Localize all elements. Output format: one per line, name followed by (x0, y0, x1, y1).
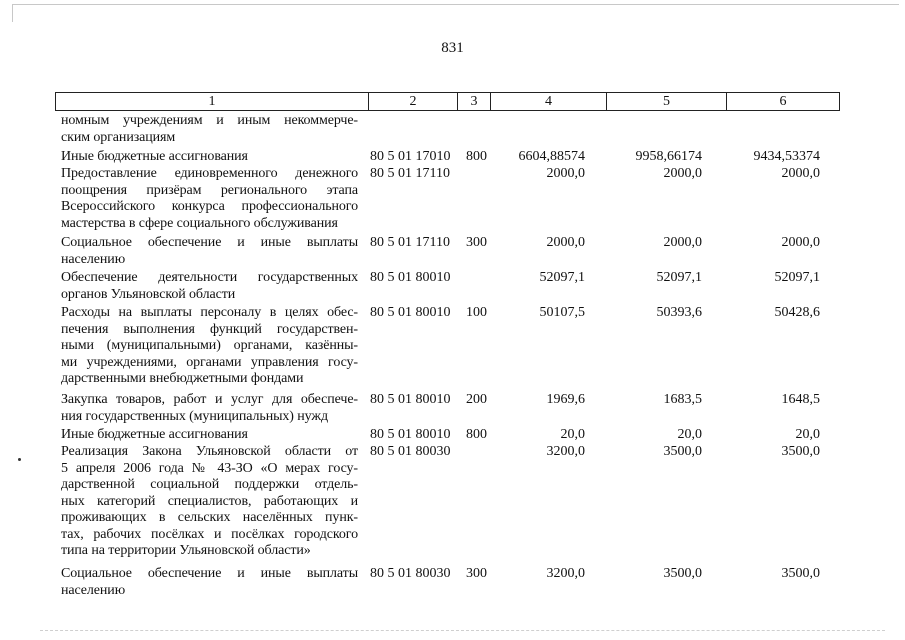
row-value-col6: 2000,0 (781, 166, 820, 181)
row-code: 80 5 01 17110 (370, 166, 450, 181)
row-description (61, 113, 358, 146)
row-value-col6: 52097,1 (774, 270, 820, 285)
header-col-2: 2 (368, 92, 457, 111)
row-value-col5: 3500,0 (663, 444, 702, 459)
row-value-col6: 50428,6 (774, 305, 820, 320)
row-description-line: ми учреждениями, органами управления госу- (61, 354, 358, 370)
row-expense-type: 300 (466, 566, 487, 581)
row-description-line: печения выполнения функций государствен- (61, 321, 358, 337)
row-description-line: Всероссийского конкурса профессионального (61, 199, 358, 214)
row-description-line: Расходы на выплаты персоналу в целях обес- (61, 305, 358, 320)
row-value-col6: 9434,53374 (753, 149, 820, 164)
row-description-line: Обеспечение деятельности государственных (61, 270, 358, 285)
row-description-line: дарственными внебюджетными фондами (61, 371, 304, 386)
row-description (61, 149, 358, 166)
row-description-line: тах, рабочих посёлках и посёлках городского (61, 526, 358, 542)
row-description-line: ния государственных (муниципальных) нужд (61, 408, 328, 424)
row-value-col6: 1648,5 (781, 392, 820, 407)
header-col-3: 3 (457, 92, 490, 111)
row-value-col4: 20,0 (560, 427, 585, 442)
row-description-line: Иные бюджетные ассигнования (61, 149, 248, 164)
row-value-col5: 9958,66174 (635, 149, 702, 164)
row-expense-type: 300 (466, 235, 487, 250)
row-code: 80 5 01 80010 (370, 270, 451, 285)
row-expense-type: 200 (466, 392, 487, 407)
row-value-col5: 3500,0 (663, 566, 702, 581)
row-code: 80 5 01 17010 (370, 149, 451, 164)
row-description (61, 235, 358, 268)
row-description (61, 305, 358, 388)
row-description (61, 566, 358, 599)
row-description (61, 444, 358, 560)
row-expense-type: 100 (466, 305, 487, 320)
row-code: 80 5 01 80010 (370, 427, 451, 442)
row-value-col6: 20,0 (795, 427, 820, 442)
row-code: 80 5 01 80030 (370, 444, 451, 459)
row-description-line: населению (61, 251, 126, 267)
row-description-line: ных категорий специалистов, работающих и (61, 493, 358, 509)
row-code: 80 5 01 80010 (370, 392, 451, 407)
row-code: 80 5 01 17110 (370, 235, 450, 250)
header-col-6: 6 (726, 92, 840, 111)
row-description (61, 166, 358, 232)
row-description-line: населению (61, 582, 126, 598)
page-number: 831 (441, 40, 464, 56)
row-description-line: мастерства в сфере социального обслуживания (61, 215, 338, 231)
row-value-col4: 2000,0 (546, 166, 585, 181)
row-description-line: ским организациям (61, 129, 176, 145)
row-description-line: номным учреждениям и иным некоммерче- (61, 113, 358, 128)
scan-left-border (12, 4, 13, 22)
row-value-col4: 52097,1 (539, 270, 585, 285)
row-value-col5: 50393,6 (656, 305, 702, 320)
table-header (55, 92, 839, 111)
scan-speck (18, 458, 21, 461)
row-value-col5: 20,0 (677, 427, 702, 442)
row-description-line: типа на территории Ульяновской области» (61, 543, 311, 558)
row-value-col5: 2000,0 (663, 235, 702, 250)
row-value-col5: 1683,5 (663, 392, 702, 407)
row-description-line: Иные бюджетные ассигнования (61, 427, 248, 442)
row-description-line: 5 апреля 2006 года № 43-ЗО «О мерах госу- (61, 460, 358, 476)
row-description-line: поощрения призёрам регионального этапа (61, 182, 358, 198)
header-col-4: 4 (490, 92, 606, 111)
row-description-line: Социальное обеспечение и иные выплаты (61, 235, 358, 250)
row-value-col6: 2000,0 (781, 235, 820, 250)
header-col-1: 1 (55, 92, 368, 111)
row-value-col5: 2000,0 (663, 166, 702, 181)
row-description-line: проживающих в сельских населённых пунк- (61, 510, 358, 525)
row-value-col4: 2000,0 (546, 235, 585, 250)
row-description-line: Реализация Закона Ульяновской области от (61, 444, 358, 459)
row-value-col4: 6604,88574 (518, 149, 585, 164)
row-description-line: ными (муниципальными) органами, казённы- (61, 338, 358, 353)
row-expense-type: 800 (466, 149, 487, 164)
row-value-col6: 3500,0 (781, 566, 820, 581)
row-description-line: дарственной социальной поддержки отдель- (61, 477, 358, 492)
scan-top-border (12, 4, 899, 5)
row-value-col6: 3500,0 (781, 444, 820, 459)
row-value-col4: 3200,0 (546, 566, 585, 581)
row-code: 80 5 01 80010 (370, 305, 451, 320)
row-description (61, 427, 358, 444)
row-value-col4: 3200,0 (546, 444, 585, 459)
row-description (61, 392, 358, 425)
row-value-col5: 52097,1 (656, 270, 702, 285)
row-value-col4: 1969,6 (546, 392, 585, 407)
row-description-line: Социальное обеспечение и иные выплаты (61, 566, 358, 581)
row-description-line: органов Ульяновской области (61, 286, 236, 302)
scan-bottom-artifact (40, 630, 885, 631)
row-description (61, 270, 358, 303)
row-code: 80 5 01 80030 (370, 566, 451, 581)
header-col-5: 5 (606, 92, 726, 111)
row-value-col4: 50107,5 (539, 305, 585, 320)
row-expense-type: 800 (466, 427, 487, 442)
row-description-line: Предоставление единовременного денежного (61, 166, 358, 181)
row-description-line: Закупка товаров, работ и услуг для обеспече- (61, 392, 358, 407)
